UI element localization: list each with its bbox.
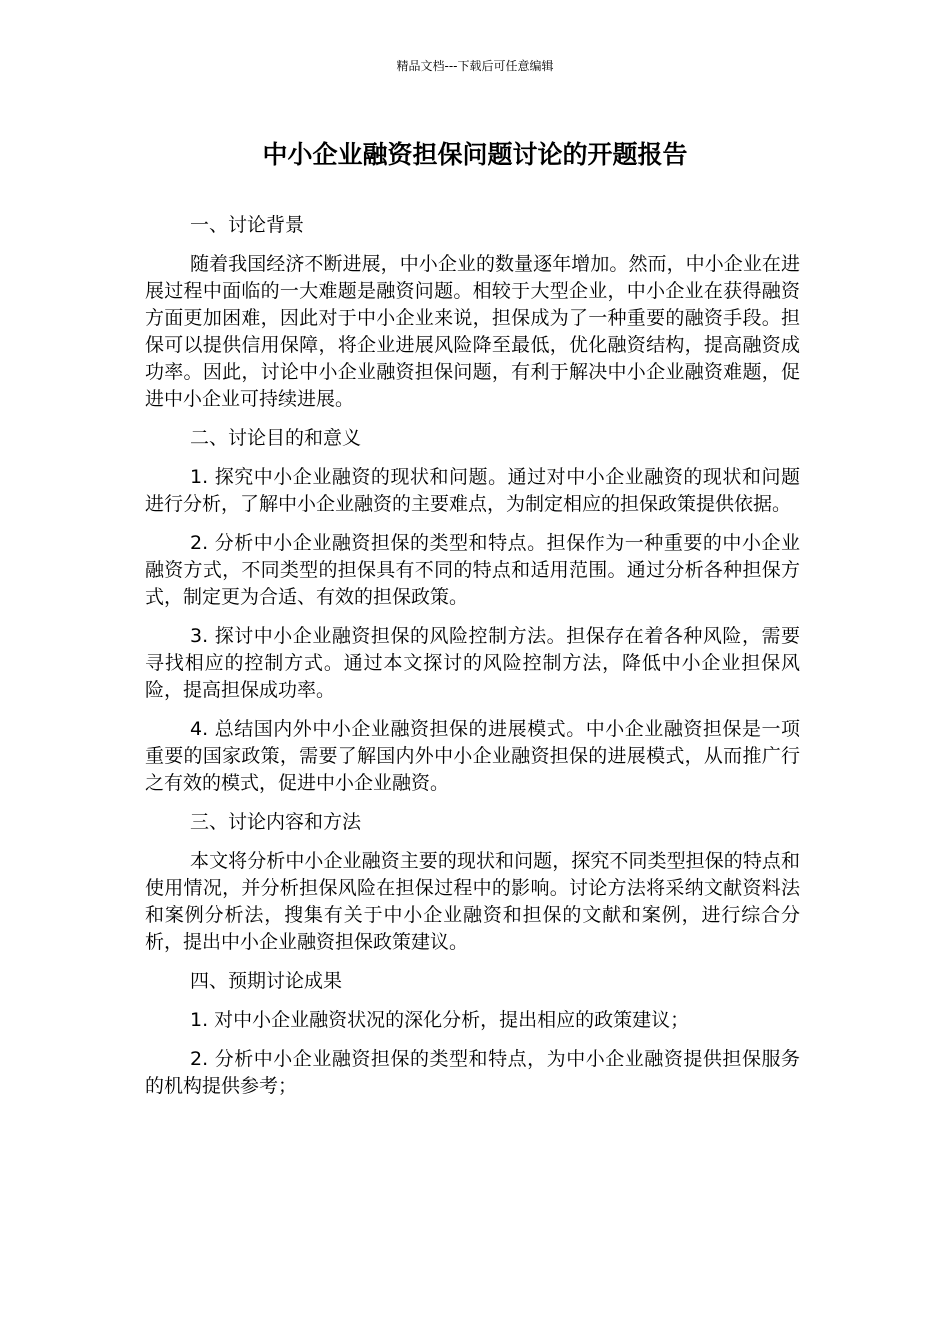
section-heading: 四、预期讨论成果	[190, 970, 343, 992]
document-title: 中小企业融资担保问题讨论的开题报告	[262, 140, 688, 169]
paragraph: 本文将分析中小企业融资主要的现状和问题，探究不同类型担保的特点和使用情况，并分析担保风险在担保过程中的影响。讨论方法将采纳文献资料法和案例分析法，搜集有关于中小企业融资和担保的文献和案例，进行综合分析，提出中小企业融资担保政策建议。	[145, 850, 800, 953]
paragraph: 2. 分析中小企业融资担保的类型和特点。担保作为一种重要的中小企业融资方式，不同类型的担保具有不同的特点和适用范围。通过分析各种担保方式，制定更为合适、有效的担保政策。	[145, 532, 800, 608]
section-heading: 三、讨论内容和方法	[190, 811, 362, 833]
paragraph: 4. 总结国内外中小企业融资担保的进展模式。中小企业融资担保是一项重要的国家政策，需要了解国内外中小企业融资担保的进展模式，从而推广行之有效的模式，促进中小企业融资。	[145, 718, 800, 794]
page-header: 精品文档---下载后可任意编辑	[396, 59, 554, 73]
paragraph: 随着我国经济不断进展，中小企业的数量逐年增加。然而，中小企业在进展过程中面临的一大难题是融资问题。相较于大型企业，中小企业在获得融资方面更加困难，因此对于中小企业来说，担保成为了一种重要的融资手段。担保可以提供信用保障，将企业进展风险降至最低，优化融资结构，提高融资成功率。因此，讨论中小企业融资担保问题，有利于解决中小企业融资难题，促进中小企业可持续进展。	[145, 253, 800, 410]
section-heading: 一、讨论背景	[190, 214, 305, 236]
document-body	[145, 212, 800, 1112]
paragraph: 2. 分析中小企业融资担保的类型和特点，为中小企业融资提供担保服务的机构提供参考；	[145, 1048, 800, 1097]
paragraph: 1. 对中小企业融资状况的深化分析，提出相应的政策建议；	[190, 1009, 690, 1031]
paragraph: 3. 探讨中小企业融资担保的风险控制方法。担保存在着各种风险，需要寻找相应的控制方式。通过本文探讨的风险控制方法，降低中小企业担保风险，提高担保成功率。	[145, 625, 800, 701]
section-heading: 二、讨论目的和意义	[190, 427, 362, 449]
paragraph: 1. 探究中小企业融资的现状和问题。通过对中小企业融资的现状和问题进行分析，了解中小企业融资的主要难点，为制定相应的担保政策提供依据。	[145, 466, 800, 515]
